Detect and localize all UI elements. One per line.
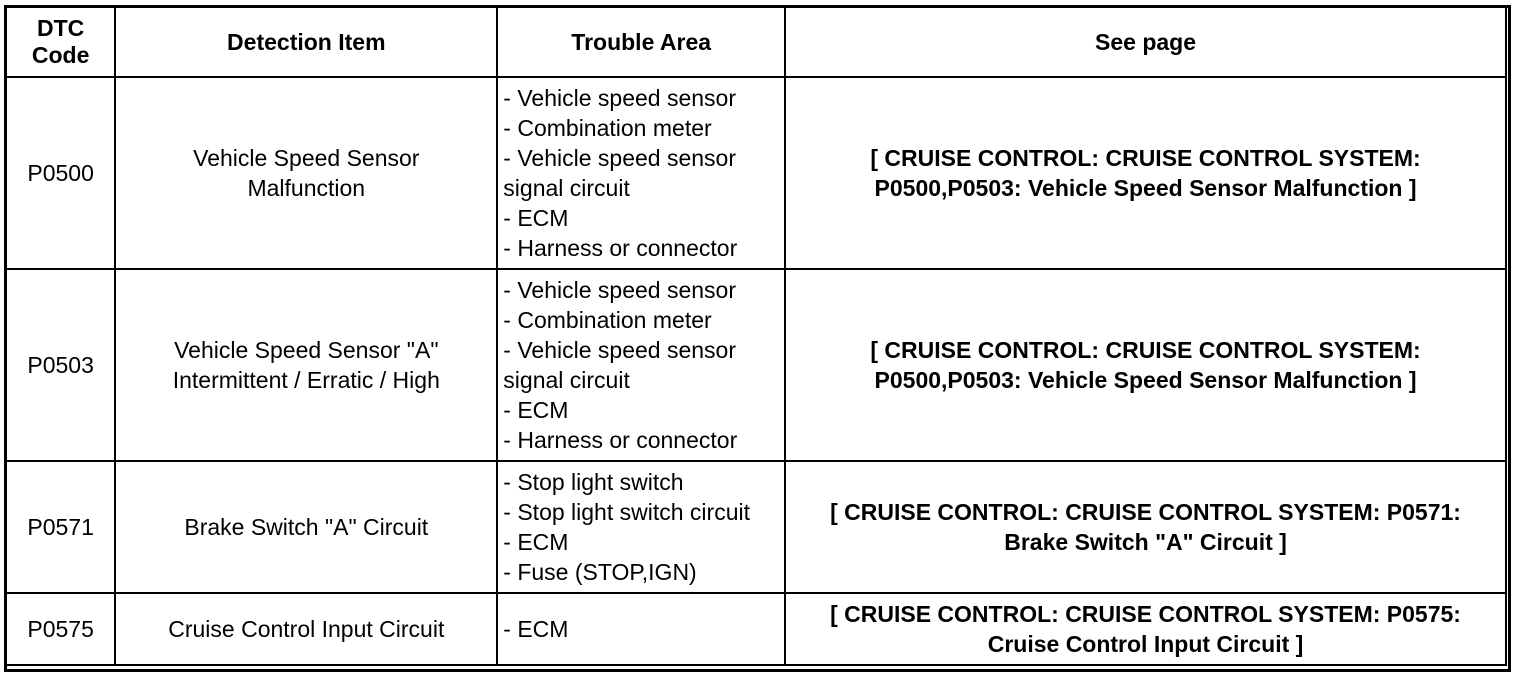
header-dtc-code-line: DTC [37,15,85,41]
trouble-area-item: - Vehicle speed sensor [503,145,736,171]
header-dtc-code [6,7,115,77]
see-page-link[interactable] [785,269,1506,461]
trouble-area-item: - Harness or connector [503,235,738,261]
trouble-area-item: - Vehicle speed sensor [503,85,736,111]
trouble-area-item: - Stop light switch [503,469,684,495]
see-page-line: Brake Switch "A" Circuit ] [1004,529,1287,555]
trouble-area-item: - ECM [503,616,569,642]
see-page-link[interactable] [785,593,1506,665]
see-page-line: [ CRUISE CONTROL: CRUISE CONTROL SYSTEM: [870,145,1421,171]
trouble-area-item: - ECM [503,205,569,231]
dtc-code-cell: P0500 [6,77,115,269]
see-page-line: [ CRUISE CONTROL: CRUISE CONTROL SYSTEM: P0571: [830,499,1461,525]
trouble-area-cell [497,593,785,665]
dtc-table [5,6,1507,666]
detection-item-cell [115,461,497,593]
see-page-link[interactable] [785,461,1506,593]
see-page-line: P0500,P0503: Vehicle Speed Sensor Malfunction ] [874,367,1417,393]
header-see-page: See page [785,7,1506,77]
header-trouble-area: Trouble Area [497,7,785,77]
table-row [6,269,1506,461]
header-detection-item: Detection Item [115,7,497,77]
header-row [6,7,1506,77]
detection-item-line: Intermittent / Erratic / High [172,367,440,393]
see-page-link[interactable] [785,77,1506,269]
see-page-line: [ CRUISE CONTROL: CRUISE CONTROL SYSTEM: [870,337,1421,363]
header-dtc-code-line: Code [31,42,90,68]
trouble-area-item: - Combination meter [503,307,712,333]
dtc-code-cell: P0571 [6,461,115,593]
detection-item-cell [115,593,497,665]
detection-item-line: Vehicle Speed Sensor [193,145,420,171]
trouble-area-item: signal circuit [503,367,630,393]
dtc-code-cell: P0503 [6,269,115,461]
detection-item-line: Cruise Control Input Circuit [168,616,445,642]
detection-item-line: Malfunction [247,175,366,201]
detection-item-line: Brake Switch "A" Circuit [184,514,429,540]
trouble-area-item: - Harness or connector [503,427,738,453]
trouble-area-cell [497,77,785,269]
trouble-area-cell [497,269,785,461]
trouble-area-item: - Vehicle speed sensor [503,277,736,303]
trouble-area-item: - Vehicle speed sensor [503,337,736,363]
trouble-area-item: signal circuit [503,175,630,201]
dtc-code-cell: P0575 [6,593,115,665]
table-row [6,593,1506,665]
trouble-area-item: - ECM [503,529,569,555]
detection-item-cell [115,269,497,461]
see-page-line: Cruise Control Input Circuit ] [987,631,1304,657]
trouble-area-item: - Fuse (STOP,IGN) [503,559,697,585]
see-page-line: P0500,P0503: Vehicle Speed Sensor Malfunction ] [874,175,1417,201]
trouble-area-item: - Stop light switch circuit [503,499,750,525]
trouble-area-item: - ECM [503,397,569,423]
detection-item-cell [115,77,497,269]
trouble-area-cell [497,461,785,593]
table-row [6,77,1506,269]
see-page-line: [ CRUISE CONTROL: CRUISE CONTROL SYSTEM: P0575: [830,601,1461,627]
detection-item-line: Vehicle Speed Sensor "A" [174,337,439,363]
trouble-area-item: - Combination meter [503,115,712,141]
table-row [6,461,1506,593]
